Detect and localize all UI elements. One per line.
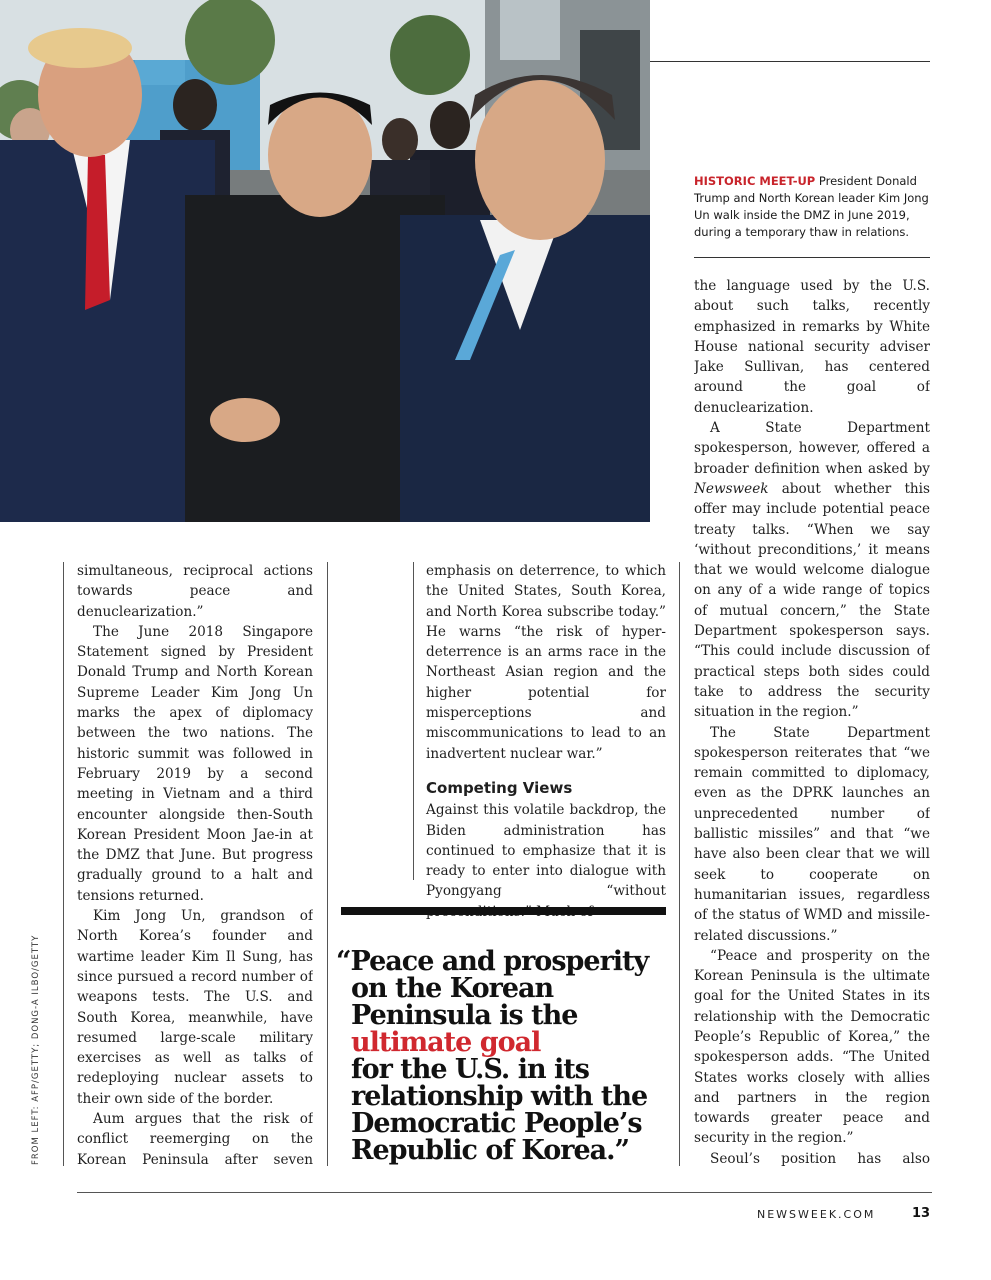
hero-photo bbox=[0, 0, 650, 522]
photo-credit: FROM LEFT: AFP/GETTY; DONG-A ILBO/GETTY bbox=[31, 934, 41, 1165]
paragraph: The State Department spokesperson reiterates that “we remain committed to diplomacy, even as the DPRK launches an unprecedented number of ballistic missiles” and that “we have also been clear that we will seek to cooperate on humanitarian issues, regardless of the status of WMD and missile-related discussions.” bbox=[694, 724, 930, 944]
paragraph: The June 2018 Singapore Statement signed by President Donald Trump and North Korean Supreme Leader Kim Jong Un marks the apex of diplomacy between the two nations. The historic summit was followed in February 2019 by a second meeting in Vietnam and a third encounter alongside then-South Korean President Moon Jae-in at the DMZ that June. But progress gradually ground to a halt and tensions returned. bbox=[77, 623, 313, 904]
pullquote-line: for the U.S. in its bbox=[351, 1054, 589, 1085]
paragraph: Kim Jong Un, grandson of North Korea’s founder and wartime leader Kim Il Sung, has since pursued a record number of weapons tests. The U.S. and South Korea, meanwhile, have resumed large-scale military exercises as well as talks of redeploying nuclear assets to their own side of the border. bbox=[77, 908, 313, 1107]
paragraph: Against this volatile backdrop, the Biden administration has continued to emphasize that it is ready to enter into dialogue with Pyongyang “without bbox=[426, 802, 666, 900]
column-divider-1 bbox=[327, 562, 328, 1166]
pullquote-line: Peninsula is the bbox=[351, 1000, 578, 1031]
paragraph-part: A State Department spokesperson, however, offered a broader definition when asked by bbox=[694, 420, 930, 477]
paragraph-part: about whether this offer may include potential peace treaty talks. “When we say ‘without preconditions,’ it means that we would welcome dialogue on any of a wide range of topics of mutual concern,” the State Department spokesperson says. “This could include discussion of practical steps both sides could take to address the security situation in the region.” bbox=[694, 480, 930, 721]
publication-name: Newsweek bbox=[694, 480, 769, 497]
caption-label: HISTORIC MEET-UP bbox=[694, 174, 816, 188]
paragraph: “Peace and prosperity on the Korean Peninsula is the ultimate goal for the United States in its relationship with the Democratic People’s Republic of Korea,” the spokesperson adds. “The United States works closely with allies and partners in the region towards greater peace and security in the region.” bbox=[694, 947, 930, 1147]
caption-bottom-rule bbox=[694, 257, 930, 258]
paragraph: Aum argues that the risk of conflict reemerging on the Korean Peninsula after seven bbox=[77, 1111, 313, 1168]
pullquote-line: relationship with the bbox=[351, 1081, 648, 1112]
paragraph bbox=[694, 418, 930, 722]
article-column-3 bbox=[694, 276, 930, 1171]
paragraph: the language used by the U.S. about such talks, recently emphasized in remarks by White House national security adviser Jake Sullivan, has centered around the goal of denuclearization. bbox=[694, 278, 930, 416]
site-url[interactable]: NEWSWEEK.COM bbox=[757, 1208, 876, 1221]
paragraph: Seoul’s position has also bbox=[710, 1150, 930, 1167]
page-number: 13 bbox=[912, 1206, 931, 1221]
paragraph: emphasis on deterrence, to which the United States, South Korea, and North Korea subscribe today.” He warns “the risk of hyper-deterrence is an arms race in the Northeast Asian region and the higher potential for misperceptions and miscommunications to lead to an inadvertent nuclear war.” bbox=[426, 563, 666, 762]
column-divider-left bbox=[63, 562, 64, 1166]
footer-rule bbox=[77, 1192, 932, 1193]
photo-caption bbox=[694, 173, 934, 241]
pullquote-line: on the Korean bbox=[351, 973, 554, 1004]
pullquote-line: Republic of Korea.” bbox=[351, 1135, 630, 1166]
pullquote-highlight: ultimate goal bbox=[351, 1027, 541, 1058]
pullquote-bar bbox=[341, 907, 666, 915]
pullquote-line: Democratic People’s bbox=[351, 1108, 642, 1139]
article-column-1 bbox=[77, 561, 313, 1171]
photo-illustration bbox=[0, 0, 650, 522]
caption-text: President Donald Trump and North Korean leader Kim Jong Un walk inside the DMZ in June 2019, during a temporary thaw in relations. bbox=[694, 174, 929, 239]
pullquote bbox=[336, 948, 661, 1164]
pullquote-line: “Peace and prosperity bbox=[336, 946, 649, 977]
paragraph: simultaneous, reciprocal actions towards peace and denuclearization.” bbox=[77, 563, 313, 620]
section-subhead: Competing Views bbox=[426, 778, 573, 797]
top-right-rule bbox=[650, 61, 930, 62]
article-column-2 bbox=[426, 561, 666, 922]
column-divider-2 bbox=[413, 562, 414, 880]
column-divider-3 bbox=[679, 562, 680, 1166]
